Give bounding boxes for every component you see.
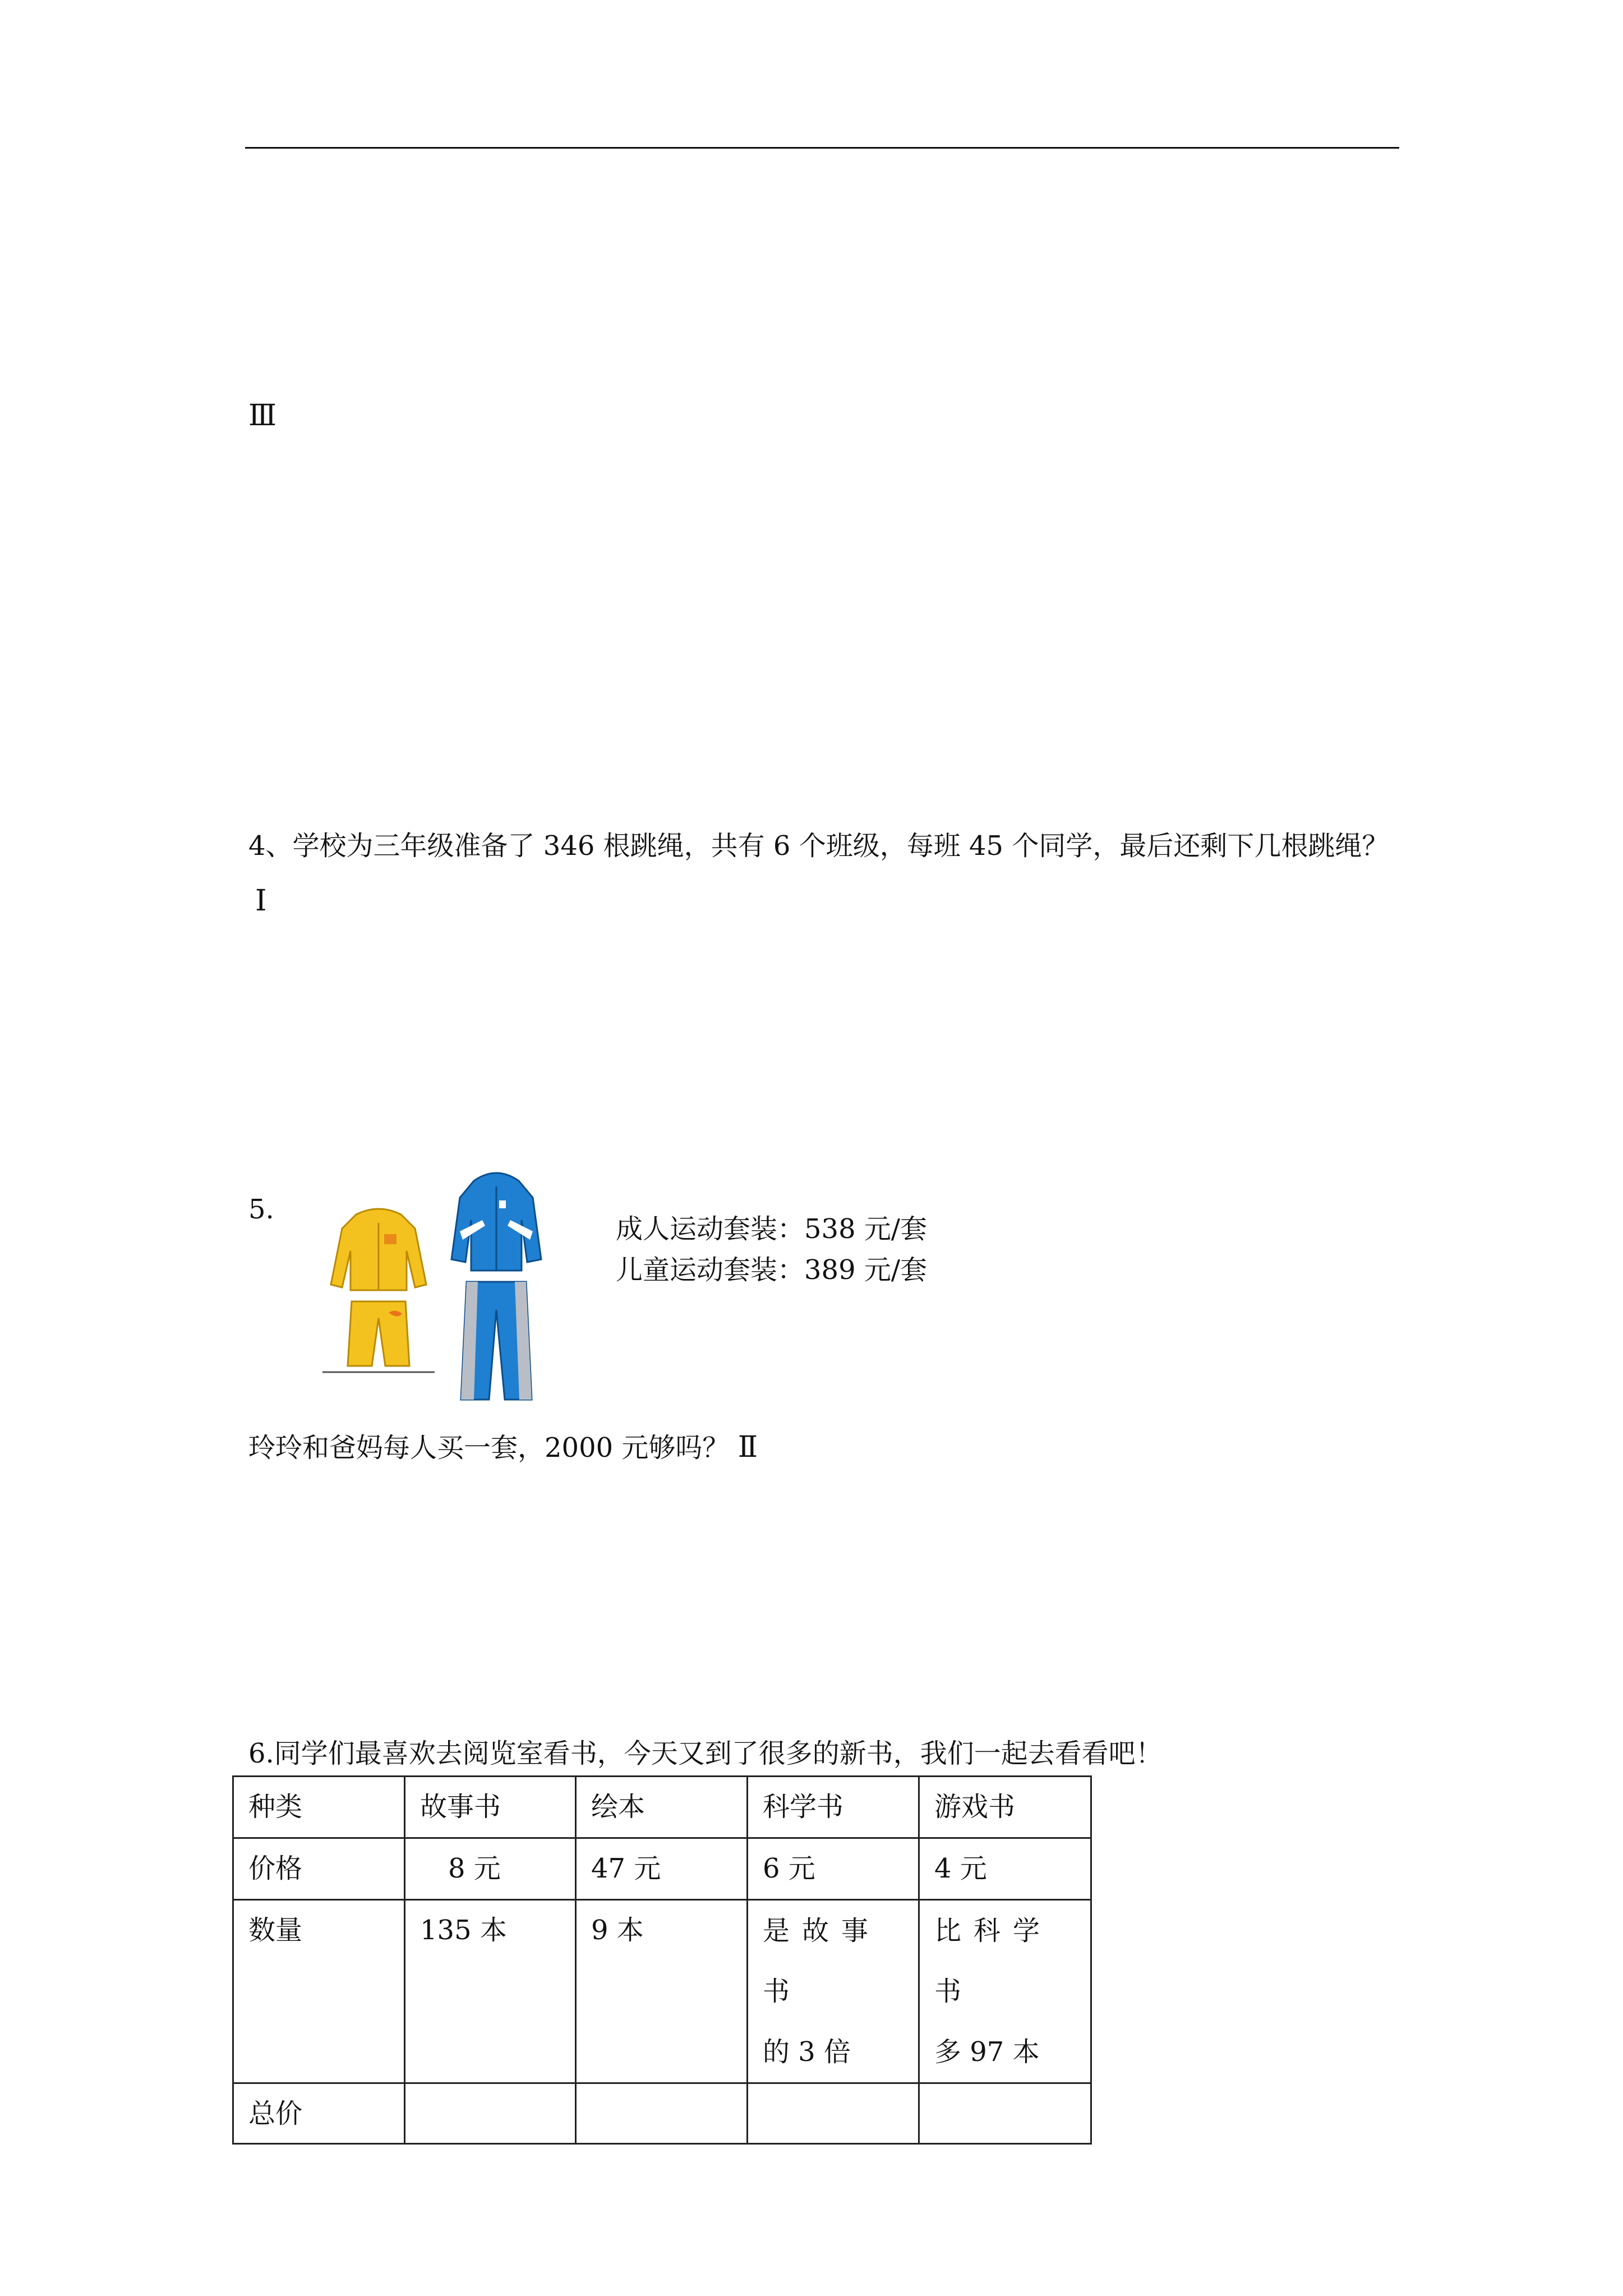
price-science-book: 6 元 [748,1838,919,1900]
total-story-book [405,2083,576,2144]
total-label: 总价 [233,2083,405,2144]
question-5-text [248,1431,758,1465]
header-game-book: 游戏书 [919,1777,1091,1838]
quantity-story-book: 135 本 [405,1900,576,2083]
question-4-text: 4、学校为三年级准备了 346 根跳绳，共有 6 个班级，每班 45 个同学，最后还剩下几根跳绳？ [248,830,1389,862]
quantity-science-line-1: 是故事书 [763,1915,881,2007]
header-rule [245,147,1399,149]
header-story-book: 故事书 [405,1777,576,1838]
total-science-book [748,2083,919,2144]
header-science-book: 科学书 [748,1777,919,1838]
quantity-science-line-2: 的 3 倍 [763,2036,851,2068]
price-story-book: 8 元 [405,1838,576,1900]
total-game-book [919,2083,1091,2144]
price-label: 价格 [233,1838,405,1900]
question-5-marker: Ⅱ [737,1432,758,1464]
quantity-game-line-1: 比科学书 [934,1915,1053,2007]
table-price-row [233,1838,1091,1900]
quantity-picture-book: 9 本 [576,1900,748,2083]
question-6-text: 6.同学们最喜欢去阅览室看书，今天又到了很多的新书，我们一起去看看吧！ [248,1738,1163,1769]
table-quantity-row [233,1900,1091,2083]
price-picture-book: 47 元 [576,1838,748,1900]
marker-iii: Ⅲ [248,400,277,432]
total-picture-book [576,2083,748,2144]
header-picture-book: 绘本 [576,1777,748,1838]
child-pants [348,1301,409,1366]
jacket-badge [384,1234,396,1244]
question-4-marker: Ⅰ [255,885,267,917]
quantity-game-line-2: 多 97 本 [934,2036,1040,2068]
adult-suit-price: 成人运动套装：538 元/套 [616,1213,928,1245]
header-category: 种类 [233,1777,405,1838]
table-total-row [233,2083,1091,2144]
quantity-science-book [748,1900,919,2083]
child-suit-price: 儿童运动套装：389 元/套 [616,1254,928,1286]
table-header-row [233,1777,1091,1838]
quantity-game-book [919,1900,1091,2083]
question-5-question: 玲玲和爸妈每人买一套，2000 元够吗？ [248,1432,730,1464]
book-table [232,1775,1092,2145]
child-sportswear-image [317,1206,440,1374]
question-5-number: 5. [248,1194,274,1225]
price-game-book: 4 元 [919,1838,1091,1900]
adult-sportswear-image [443,1170,550,1405]
quantity-label: 数量 [233,1900,405,2083]
